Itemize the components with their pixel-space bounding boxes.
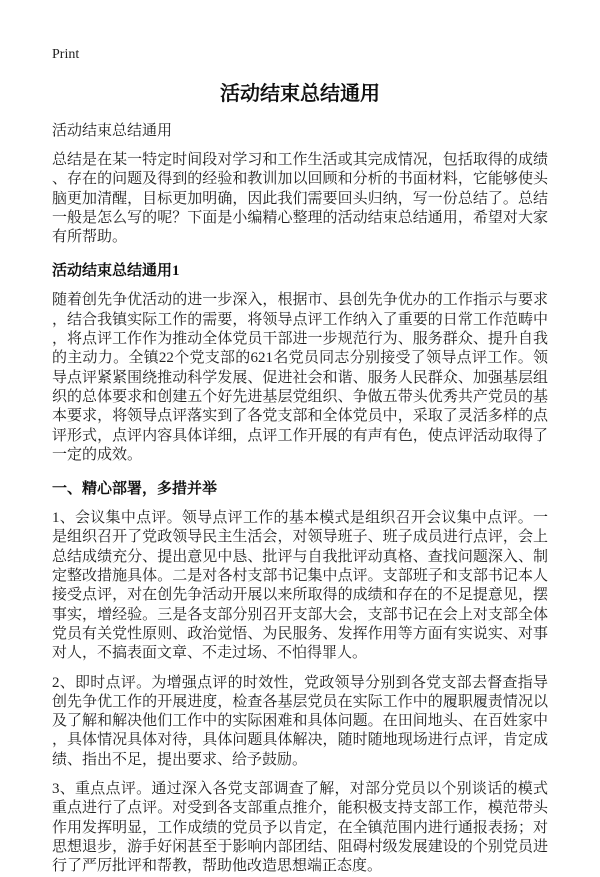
print-link[interactable]: Print [52, 47, 80, 62]
intro-paragraph: 总结是在某一特定时间段对学习和工作生活或其完成情况，包括取得的成绩、存在的问题及得到的经验和教训加以回顾和分析的书面材料，它能够使头脑更加清醒，目标更加明确，因此我们需要回头归纳，写一份总结了。总结一般是怎么写的呢？下面是小编精心整理的活动结束总结通用，希望对大家有所帮助。 [52, 152, 548, 246]
section-2-paragraph-1: 1、会议集中点评。领导点评工作的基本模式是组织召开会议集中点评。一是组织召开了党政领导民主生活会，对领导班子、班子成员进行点评，会上总结成绩充分、提出意见中恳、批评与自我批评动真格、查找问题深入、制定整改措施具体。二是对各村支部书记集中点评。支部班子和支部书记本人接受点评，对在创先争活动开展以来所取得的成绩和存在的不足提意见，摆事实，增经验。三是各支部分别召开支部大会，支部书记在会上对支部全体党员有关党性原则、政治觉悟、为民服务、发挥作用等方面有实说实、对事对人，不搞表面文章、不走过场、不怕得罪人。 [52, 510, 548, 662]
section-heading-summary-1: 活动结束总结通用1 [52, 263, 180, 280]
page-title: 活动结束总结通用 [220, 83, 380, 105]
section-1-paragraph: 随着创先争优活动的进一步深入，根据市、县创先争优办的工作指示与要求，结合我镇实际工作的需要，将领导点评工作纳入了重要的日常工作范畴中，将点评工作作为推动全体党员干部进一步规范行为、服务群众、提升自我的主动力。全镇22个党支部的621名党员同志分别接受了领导点评工作。领导点评紧紧围绕推动科学发展、促进社会和谐、服务人民群众、加强基层组织的总体要求和创建五个好先进基层党组织、争做五带头优秀共产党员的基本要求，将领导点评落实到了各党支部和全体党员中，采取了灵活多样的点评形式，点评内容具体详细，点评工作开展的有声有色，使点评活动取得了一定的成效。 [52, 292, 548, 463]
section-heading-deployment: 一、精心部署，多措并举 [52, 481, 218, 498]
doc-subtitle: 活动结束总结通用 [52, 123, 173, 139]
section-2-paragraph-2: 2、即时点评。为增强点评的时效性，党政领导分别到各党支部去督查指导创先争优工作的开展进度，检查各基层党员在实际工作中的履职履责情况以及了解和解决他们工作中的实际困难和具体问题。在田间地头、在百姓家中，具体情况具体对待，具体问题具体解决，随时随地现场进行点评，肯定成绩、指出不足，提出要求、给予鼓励。 [52, 674, 548, 768]
section-2-paragraph-3: 3、重点点评。通过深入各党支部调查了解，对部分党员以个别谈话的模式重点进行了点评。对受到各支部重点推介，能积极支持支部工作，模范带头作用发挥明显，工作成绩的党员予以肯定，在全镇范围内进行通报表扬；对思想退步，游手好闲甚至于影响内部团结、阻碍村级发展建设的个别党员进行了严厉批评和帮教，帮助他改造思想端正态度。 [52, 781, 548, 875]
